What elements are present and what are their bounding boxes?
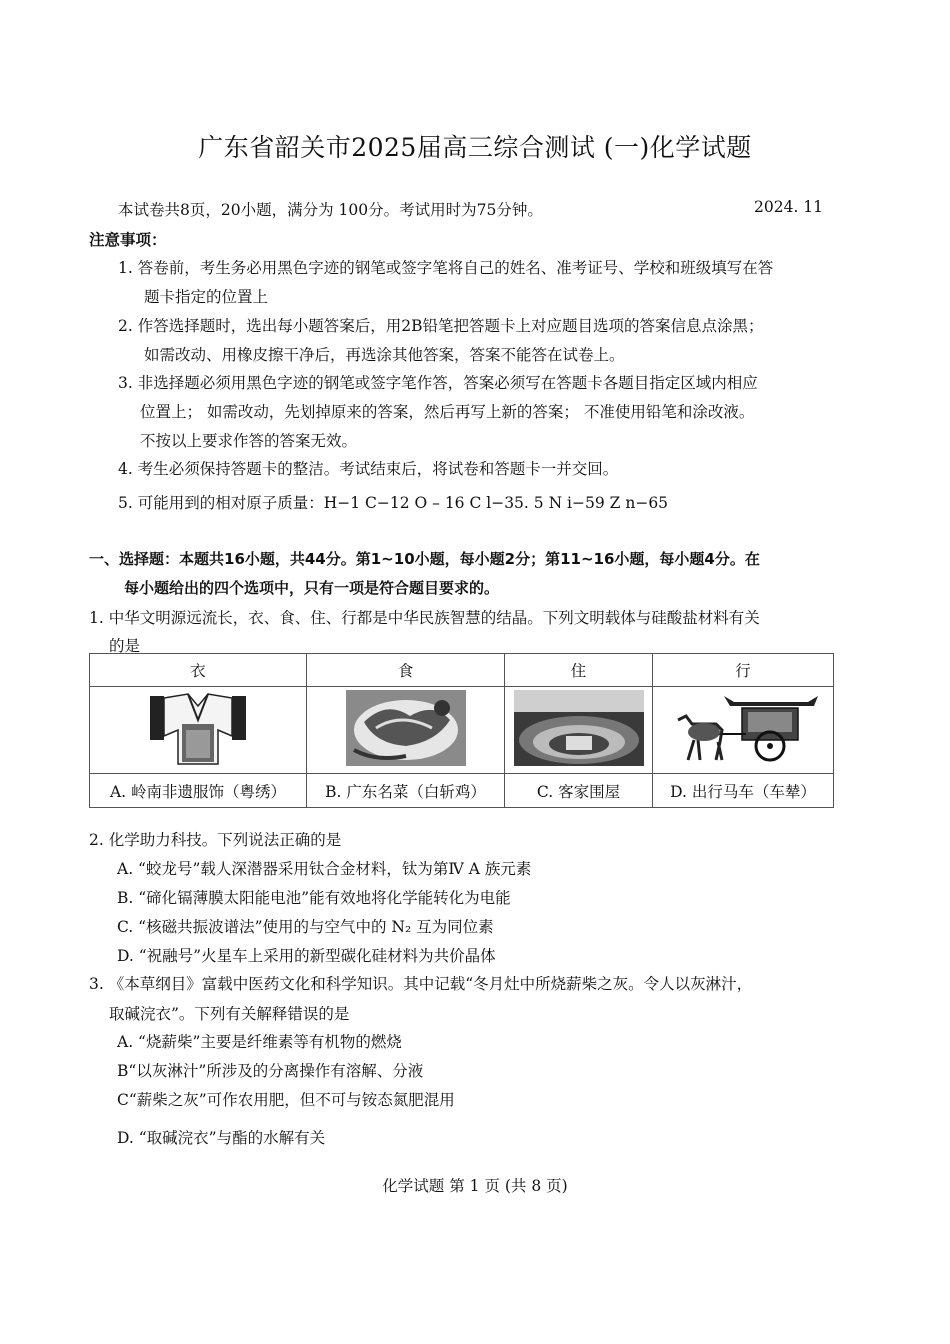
question-2-option: D. “祝融号”火星车上采用的新型碳化硅材料为共价晶体 — [117, 947, 496, 965]
notice-heading: 注意事项： — [89, 231, 167, 249]
page-title: 广东省韶关市2025届高三综合测试 (一)化学试题 — [198, 133, 752, 162]
question-3-option: A. “烧薪柴”主要是纤维素等有机物的燃烧 — [117, 1033, 402, 1051]
question-3-option: B“以灰淋汁”所涉及的分离操作有溶解、分液 — [117, 1062, 424, 1080]
question-2-option: A. “蛟龙号”载人深潜器采用钛合金材料，钛为第Ⅳ A 族元素 — [117, 860, 532, 878]
question-2-stem: 2. 化学助力科技。下列说法正确的是 — [89, 831, 342, 849]
table-image-cell — [90, 687, 307, 774]
notice-line: 位置上； 如需改动，先划掉原来的答案，然后再写上新的答案； 不准使用铅笔和涂改液。 — [140, 403, 755, 421]
notice-line: 5. 可能用到的相对原子质量：H−1 C−12 O – 16 C l−35. 5 N i−59 Z n−65 — [118, 494, 669, 512]
question-2-option: B. “碲化镉薄膜太阳能电池”能有效地将化学能转化为电能 — [117, 889, 511, 907]
question-1-table — [89, 653, 834, 808]
question-2-option: C. “核磁共振波谱法”使用的与空气中的 N₂ 互为同位素 — [117, 918, 494, 936]
question-3-option: D. “取碱浣衣”与酯的水解有关 — [117, 1129, 326, 1147]
section-heading-cont: 每小题给出的四个选项中，只有一项是符合题目要求的。 — [124, 579, 500, 597]
page-footer: 化学试题 第 1 页 (共 8 页) — [382, 1177, 568, 1195]
exam-intro: 本试卷共8页，20小题，满分为 100分。考试用时为75分钟。 — [118, 201, 543, 219]
option-caption: C. 客家围屋 — [505, 774, 653, 808]
question-1-stem: 1. 中华文明源远流长，衣、食、住、行都是中华民族智慧的结晶。下列文明载体与硅酸盐材料有关 — [89, 609, 760, 627]
question-3-option: C“薪柴之灰”可作农用肥，但不可与铵态氮肥混用 — [117, 1091, 455, 1109]
question-1-stem-cont: 的是 — [109, 637, 141, 655]
notice-line: 1. 答卷前，考生务必用黑色字迹的钢笔或签字笔将自己的姓名、准考证号、学校和班级填写在答 — [118, 259, 774, 277]
notice-line: 不按以上要求作答的答案无效。 — [140, 432, 358, 450]
notice-line: 4. 考生必须保持答题卡的整洁。考试结束后，将试卷和答题卡一并交回。 — [118, 460, 619, 478]
option-caption: A. 岭南非遗服饰（粤绣） — [90, 774, 307, 808]
notice-line: 2. 作答选择题时，选出每小题答案后，用2B铅笔把答题卡上对应题目选项的答案信息点涂黑； — [118, 317, 764, 335]
table-header-cell: 食 — [307, 654, 505, 687]
table-header-cell: 住 — [505, 654, 653, 687]
table-header-cell: 衣 — [90, 654, 307, 687]
table-header-cell: 行 — [653, 654, 834, 687]
question-3-stem-cont: 取碱浣衣”。下列有关解释错误的是 — [109, 1005, 350, 1023]
table-image-cell — [307, 687, 505, 774]
table-image-cell — [505, 687, 653, 774]
chicken-dish-image — [346, 690, 466, 766]
exam-date: 2024. 11 — [754, 198, 824, 216]
horse-carriage-image — [668, 690, 818, 766]
option-caption: D. 出行马车（车辇） — [653, 774, 834, 808]
question-3-stem: 3. 《本草纲目》富载中医药文化和科学知识。其中记载“冬月灶中所烧薪柴之灰。令人以灰淋汁， — [89, 975, 753, 993]
notice-line: 3. 非选择题必须用黑色字迹的钢笔或签字笔作答，答案必须写在答题卡各题目指定区域内相应 — [118, 374, 758, 392]
option-caption: B. 广东名菜（白斩鸡） — [307, 774, 505, 808]
notice-line: 题卡指定的位置上 — [144, 288, 269, 306]
section-heading: 一、选择题：本题共16小题，共44分。第1~10小题，每小题2分；第11~16小题，每小题4分。在 — [89, 550, 760, 568]
notice-line: 如需改动、用橡皮擦干净后，再选涂其他答案，答案不能答在试卷上。 — [144, 346, 625, 364]
garment-image — [148, 690, 248, 766]
table-image-cell — [653, 687, 834, 774]
hakka-roundhouse-image — [514, 690, 644, 766]
